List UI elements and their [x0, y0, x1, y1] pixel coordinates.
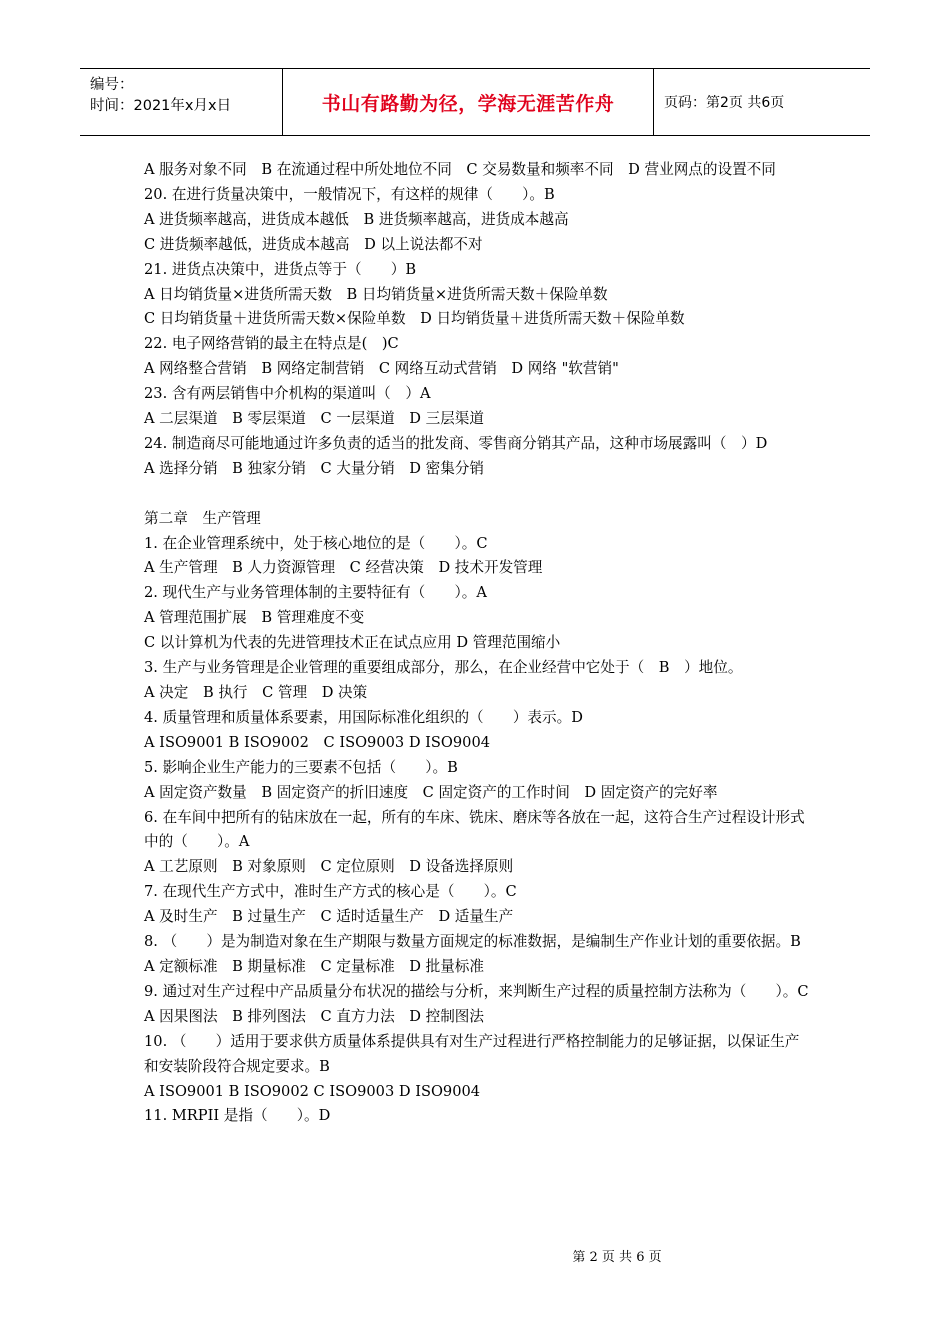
text-line: A 及时生产 B 过量生产 C 适时适量生产 D 适量生产 — [144, 908, 514, 926]
text-line: A 日均销货量×进货所需天数 B 日均销货量×进货所需天数＋保险单数 — [144, 285, 608, 303]
text-line: A 固定资产数量 B 固定资产的折旧速度 C 固定资产的工作时间 D 固定资产的完好率 — [144, 783, 718, 801]
page-footer: 第 2 页 共 6 页 — [572, 1250, 662, 1265]
text-line: 24. 制造商尽可能地通过许多负责的适当的批发商、零售商分销其产品，这种市场展露叫（ ）D — [144, 434, 768, 452]
text-line: A 网络整合营销 B 网络定制营销 C 网络互动式营销 D 网络 "软营销" — [144, 360, 619, 378]
text-line: 5. 影响企业生产能力的三要素不包括（ ）。B — [144, 758, 458, 776]
text-line: 11. MRPII 是指（ ）。D — [144, 1107, 331, 1125]
header-meta — [80, 69, 282, 135]
text-line: 8. （ ）是为制造对象在生产期限与数量方面规定的标准数据，是编制生产作业计划的重要依据。B — [144, 933, 801, 951]
page-header — [80, 68, 870, 136]
text-line: A 二层渠道 B 零层渠道 C 一层渠道 D 三层渠道 — [144, 410, 484, 428]
text-line: A ISO9001 B ISO9002 C ISO9003 D ISO9004 — [144, 733, 491, 751]
text-line: 4. 质量管理和质量体系要素，用国际标准化组织的（ ）表示。D — [144, 708, 583, 726]
text-line: 6. 在车间中把所有的钻床放在一起，所有的车床、铣床、磨床等各放在一起，这符合生产过程设计形式中的（ ）。A — [144, 808, 805, 851]
text-line: A 工艺原则 B 对象原则 C 定位原则 D 设备选择原则 — [144, 858, 514, 876]
text-line: C 进货频率越低，进货成本越高 D 以上说法都不对 — [144, 235, 483, 253]
text-line: A ISO9001 B ISO9002 C ISO9003 D ISO9004 — [144, 1082, 481, 1100]
text-line: 23. 含有两层销售中介机构的渠道叫（ ）A — [144, 385, 431, 403]
text-line: A 决定 B 执行 C 管理 D 决策 — [144, 684, 368, 702]
text-line: C 日均销货量＋进货所需天数×保险单数 D 日均销货量＋进货所需天数＋保险单数 — [144, 310, 685, 328]
text-line: A 定额标准 B 期量标准 C 定量标准 D 批量标准 — [144, 957, 484, 975]
text-line: 10. （ ）适用于要求供方质量体系提供具有对生产过程进行严格控制能力的足够证据，以保证生产和安装阶段符合规定要求。B — [144, 1032, 800, 1075]
text-line: 2. 现代生产与业务管理体制的主要特征有（ ）。A — [144, 584, 487, 602]
text-line: A 进货频率越高，进货成本越低 B 进货频率越高，进货成本越高 — [144, 210, 569, 228]
text-line: 9. 通过对生产过程中产品质量分布状况的描绘与分析，来判断生产过程的质量控制方法称为（ ）。C — [144, 982, 809, 1000]
document-number-label: 编号： — [90, 77, 134, 93]
document-time-label: 时间：2021年x月x日 — [90, 98, 232, 114]
text-line: 第二章 生产管理 — [144, 509, 261, 527]
header-motto: 书山有路勤为径，学海无涯苦作舟 — [282, 69, 654, 135]
blank-line — [144, 482, 812, 507]
text-line: A 因果图法 B 排列图法 C 直方力法 D 控制图法 — [144, 1007, 484, 1025]
text-line: A 管理范围扩展 B 管理难度不变 — [144, 609, 365, 627]
text-line: 22. 电子网络营销的最主在特点是( )C — [144, 335, 399, 353]
document-body — [144, 158, 812, 1129]
text-line: 20. 在进行货量决策中，一般情况下，有这样的规律（ ）。B — [144, 185, 555, 203]
text-line: 1. 在企业管理系统中，处于核心地位的是（ ）。C — [144, 534, 488, 552]
text-line: A 生产管理 B 人力资源管理 C 经营决策 D 技术开发管理 — [144, 559, 543, 577]
text-line: 3. 生产与业务管理是企业管理的重要组成部分，那么，在企业经营中它处于（ B ）地位。 — [144, 659, 743, 677]
text-line: 21. 进货点决策中，进货点等于（ ）B — [144, 260, 417, 278]
text-line: A 选择分销 B 独家分销 C 大量分销 D 密集分销 — [144, 459, 484, 477]
text-line: 7. 在现代生产方式中，准时生产方式的核心是（ ）。C — [144, 883, 517, 901]
text-line: A 服务对象不同 B 在流通过程中所处地位不同 C 交易数量和频率不同 D 营业网点的设置不同 — [144, 161, 776, 178]
text-line: C 以计算机为代表的先进管理技术正在试点应用 D 管理范围缩小 — [144, 634, 561, 652]
header-page-number: 页码：第2页 共6页 — [664, 95, 785, 111]
